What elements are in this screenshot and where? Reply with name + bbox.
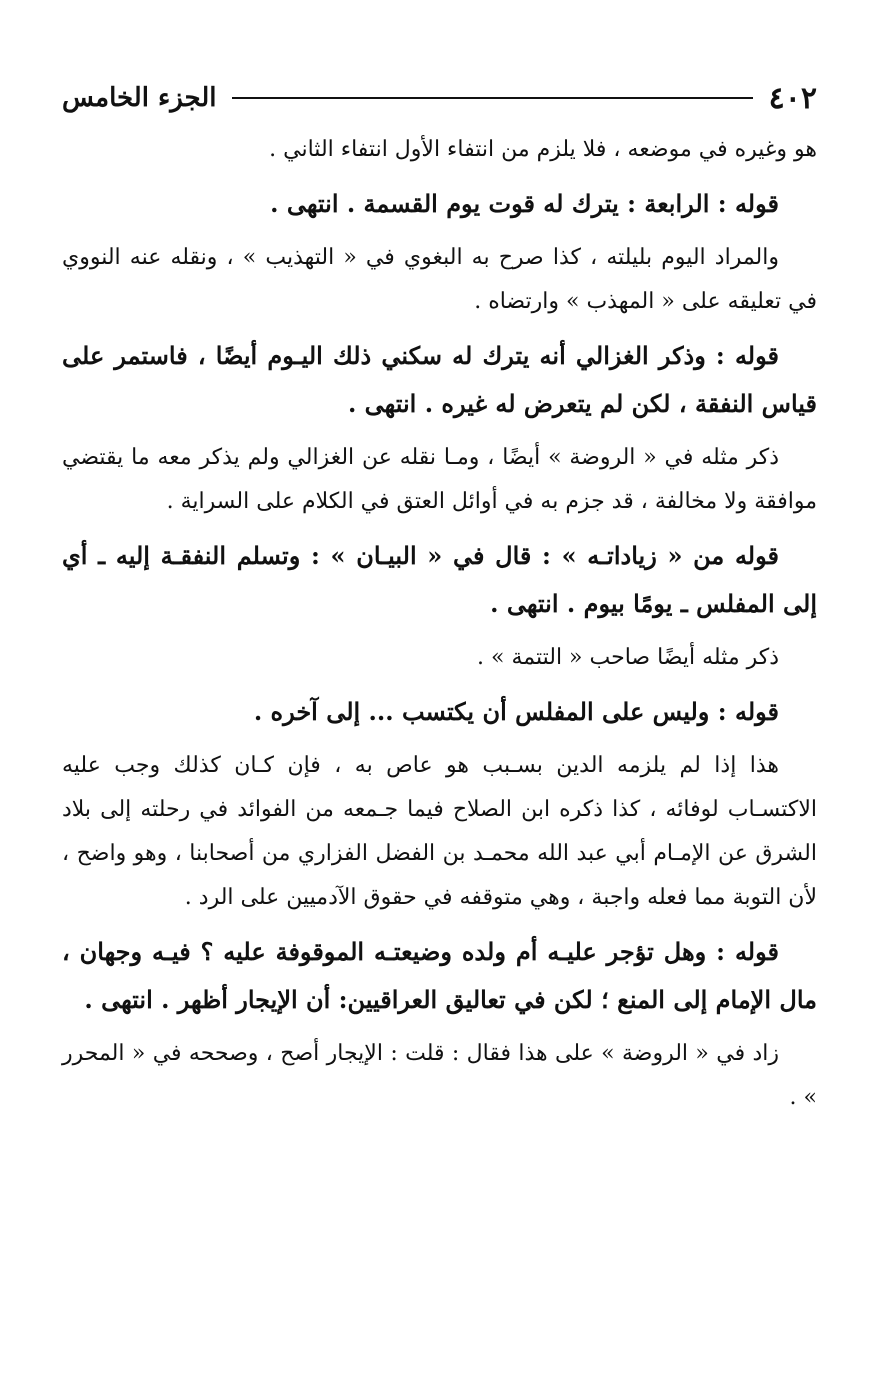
quoted-statement: قوله : الرابعة : يترك له قوت يوم القسمة . انتهى .: [270, 189, 779, 218]
body-paragraph: هذا إذا لم يلزمه الدين بسـبب هو عاص به ، فإن كـان كذلك وجب عليه الاكتسـاب لوفائه ، كذا ذكره ابن الصلاح فيما جـمعه من الفوائد في رحلته إلى بلاد الشرق عن الإمـام أبي عبد الله محمـد بن الفضل الفزاري من أصحابنا ، وهو واضح ، لأن التوبة مما فعله واجبة ، وهي متوقفه في حقوق الآدميين على الرد .: [62, 753, 817, 910]
quoted-statement: قوله : وذكر الغزالي أنه يترك له سكني ذلك اليـوم أيضًا ، فاستمر على قياس النفقة ، لكن لم يتعرض له غيره . انتهى .: [62, 341, 817, 418]
quoted-statement: قوله من « زياداتـه » : قال في « البيـان » : وتسلم النفقـة إليه ـ أي إلى المفلس ـ يومًا بيوم . انتهى .: [62, 541, 817, 618]
body-paragraph: زاد في « الروضة » على هذا فقال : قلت : الإيجار أصح ، وصححه في « المحرر » .: [62, 1041, 817, 1110]
page-header: [62, 78, 817, 118]
running-title: الجزء الخامس: [62, 83, 217, 113]
header-rule: [232, 97, 752, 99]
quoted-statement: قوله : وهل تؤجر عليـه أم ولده وضيعتـه الموقوفة عليه ؟ فيـه وجهان ، مال الإمام إلى المنع ؛ لكن في تعاليق العراقيين: أن الإيجار أظهر . انتهى .: [62, 937, 817, 1014]
body-paragraph: ذكر مثله في « الروضة » أيضًا ، ومـا نقله عن الغزالي ولم يذكر معه ما يقتضي موافقة ولا مخالفة ، قد جزم به في أوائل العتق في الكلام على السراية .: [62, 445, 817, 514]
quoted-statement: قوله : وليس على المفلس أن يكتسب ... إلى آخره .: [253, 697, 779, 726]
body-paragraph: والمراد اليوم بليلته ، كذا صرح به البغوي في « التهذيب » ، ونقله عنه النووي في تعليقه على « المهذب » وارتضاه .: [62, 245, 817, 314]
body-paragraph: هو وغيره في موضعه ، فلا يلزم من انتفاء الأول انتفاء الثاني .: [269, 137, 817, 162]
page-number: ٤٠٢: [768, 80, 817, 116]
body-paragraph: ذكر مثله أيضًا صاحب « التتمة » .: [477, 645, 779, 670]
